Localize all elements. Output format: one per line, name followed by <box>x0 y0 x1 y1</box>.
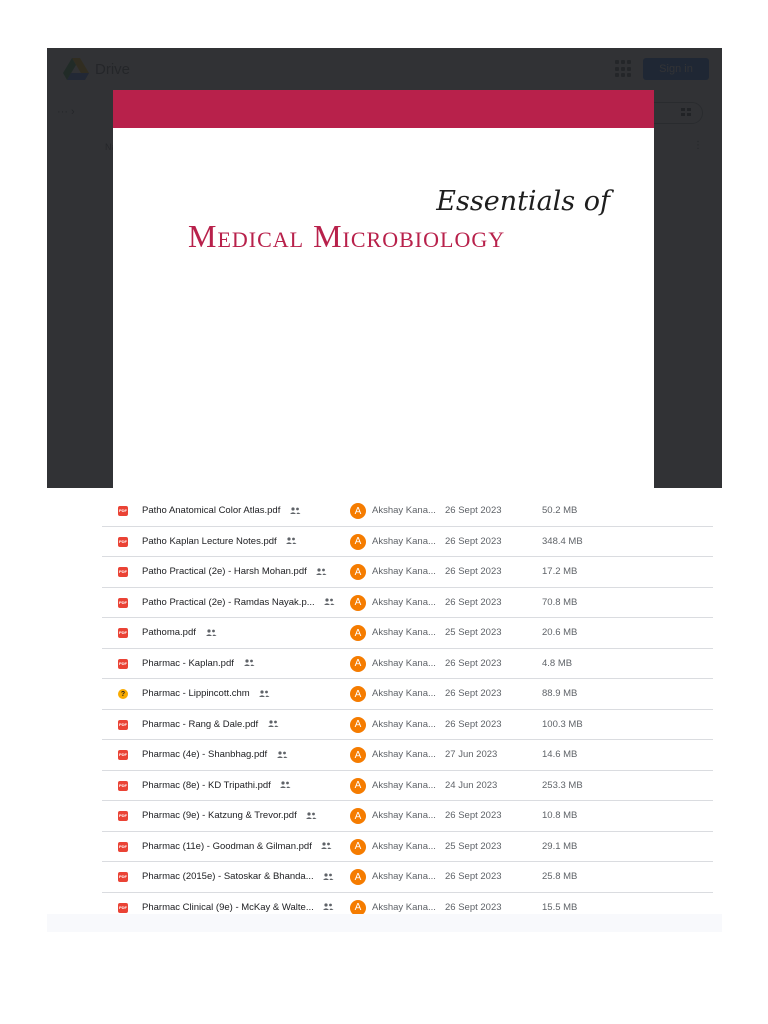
file-row[interactable] <box>102 679 713 710</box>
owner-avatar: A <box>350 564 366 580</box>
shared-people-icon <box>320 842 332 849</box>
file-name[interactable]: Pharmac Clinical (9e) - McKay & Walte... <box>142 893 334 923</box>
last-modified: 26 Sept 2023 <box>445 688 502 699</box>
file-name[interactable]: Pharmac (2015e) - Satoskar & Bhanda... <box>142 862 334 892</box>
file-row[interactable] <box>102 801 713 832</box>
file-row[interactable] <box>102 649 713 680</box>
pdf-file-icon: PDF <box>118 506 128 516</box>
file-size: 253.3 MB <box>542 779 583 791</box>
pdf-file-icon: PDF <box>118 872 128 882</box>
owner-avatar: A <box>350 686 366 702</box>
file-name[interactable]: Pharmac - Kaplan.pdf <box>142 649 255 679</box>
file-size: 14.6 MB <box>542 749 578 760</box>
owner-avatar: A <box>350 808 366 824</box>
file-name[interactable]: Pharmac (8e) - KD Tripathi.pdf <box>142 771 291 801</box>
file-row[interactable] <box>102 496 713 527</box>
shared-people-icon <box>315 568 327 575</box>
shared-people-icon <box>322 903 334 910</box>
file-size: 15.5 MB <box>542 901 578 913</box>
shared-people-icon <box>305 812 317 819</box>
last-modified: 26 Sept 2023 <box>445 871 502 882</box>
owner-name: Akshay Kana... <box>372 718 436 730</box>
last-modified: 26 Sept 2023 <box>445 901 502 913</box>
shared-people-icon <box>322 873 334 880</box>
file-name[interactable]: Patho Practical (2e) - Harsh Mohan.pdf <box>142 557 327 587</box>
last-modified: 26 Sept 2023 <box>445 566 502 577</box>
owner-name: Akshay Kana... <box>372 871 436 882</box>
cover-title: Medical Microbiology <box>188 218 506 254</box>
cover-subtitle: Essentials of <box>436 186 610 217</box>
file-size: 50.2 MB <box>542 505 578 516</box>
file-size: 25.8 MB <box>542 871 578 882</box>
pdf-file-icon: PDF <box>118 842 128 852</box>
file-size: 20.6 MB <box>542 627 578 638</box>
file-row[interactable] <box>102 771 713 802</box>
owner-avatar: A <box>350 778 366 794</box>
owner-name: Akshay Kana... <box>372 505 436 516</box>
shared-people-icon <box>285 537 297 544</box>
pdf-file-icon: PDF <box>118 720 128 730</box>
owner-avatar: A <box>350 503 366 519</box>
last-modified: 25 Sept 2023 <box>445 627 502 638</box>
owner-avatar: A <box>350 900 366 916</box>
pdf-file-icon: PDF <box>118 598 128 608</box>
drive-app <box>47 48 722 932</box>
owner-avatar: A <box>350 839 366 855</box>
last-modified: 26 Sept 2023 <box>445 535 502 547</box>
pdf-file-icon: PDF <box>118 750 128 760</box>
shared-people-icon <box>289 507 301 514</box>
last-modified: 26 Sept 2023 <box>445 505 502 516</box>
owner-avatar: A <box>350 747 366 763</box>
pdf-file-icon: PDF <box>118 811 128 821</box>
file-size: 10.8 MB <box>542 810 578 821</box>
help-file-icon: ? <box>118 689 128 699</box>
shared-people-icon <box>267 720 279 727</box>
last-modified: 26 Sept 2023 <box>445 810 502 821</box>
file-size: 348.4 MB <box>542 535 583 547</box>
file-name[interactable]: Patho Practical (2e) - Ramdas Nayak.p... <box>142 588 335 618</box>
owner-name: Akshay Kana... <box>372 566 436 577</box>
owner-name: Akshay Kana... <box>372 840 436 852</box>
owner-name: Akshay Kana... <box>372 749 436 760</box>
owner-name: Akshay Kana... <box>372 688 436 699</box>
file-name[interactable]: Pharmac (11e) - Goodman & Gilman.pdf <box>142 832 332 862</box>
file-name[interactable]: Patho Kaplan Lecture Notes.pdf <box>142 527 297 557</box>
shared-people-icon <box>243 659 255 666</box>
file-row[interactable] <box>102 862 713 893</box>
file-name[interactable]: Pathoma.pdf <box>142 618 217 648</box>
shared-people-icon <box>205 629 217 636</box>
file-row[interactable] <box>102 832 713 863</box>
file-size: 70.8 MB <box>542 596 578 608</box>
file-row[interactable] <box>102 557 713 588</box>
file-name[interactable]: Patho Anatomical Color Atlas.pdf <box>142 496 301 526</box>
owner-avatar: A <box>350 717 366 733</box>
file-list <box>102 496 713 923</box>
pdf-file-icon: PDF <box>118 537 128 547</box>
pdf-file-icon: PDF <box>118 567 128 577</box>
pdf-file-icon: PDF <box>118 781 128 791</box>
file-row[interactable] <box>102 588 713 619</box>
owner-avatar: A <box>350 625 366 641</box>
last-modified: 27 Jun 2023 <box>445 749 498 760</box>
file-row[interactable] <box>102 740 713 771</box>
file-size: 88.9 MB <box>542 688 578 699</box>
file-row[interactable] <box>102 527 713 558</box>
shared-people-icon <box>258 690 270 697</box>
shared-people-icon <box>276 751 288 758</box>
owner-avatar: A <box>350 656 366 672</box>
file-row[interactable] <box>102 710 713 741</box>
owner-name: Akshay Kana... <box>372 901 436 913</box>
owner-name: Akshay Kana... <box>372 596 436 608</box>
last-modified: 26 Sept 2023 <box>445 657 502 669</box>
file-size: 4.8 MB <box>542 657 573 669</box>
file-size: 100.3 MB <box>542 718 583 730</box>
pdf-file-icon: PDF <box>118 659 128 669</box>
owner-name: Akshay Kana... <box>372 779 436 791</box>
owner-name: Akshay Kana... <box>372 657 436 669</box>
owner-avatar: A <box>350 869 366 885</box>
owner-avatar: A <box>350 595 366 611</box>
owner-name: Akshay Kana... <box>372 810 436 821</box>
file-size: 29.1 MB <box>542 840 578 852</box>
pdf-file-icon: PDF <box>118 628 128 638</box>
file-size: 17.2 MB <box>542 566 578 577</box>
pdf-file-icon: PDF <box>118 903 128 913</box>
file-name[interactable]: Pharmac (4e) - Shanbhag.pdf <box>142 740 288 770</box>
file-name[interactable]: Pharmac - Rang & Dale.pdf <box>142 710 279 740</box>
file-row[interactable] <box>102 618 713 649</box>
last-modified: 24 Jun 2023 <box>445 779 498 791</box>
owner-avatar: A <box>350 534 366 550</box>
last-modified: 26 Sept 2023 <box>445 596 502 608</box>
file-name[interactable]: Pharmac - Lippincott.chm <box>142 679 270 709</box>
owner-name: Akshay Kana... <box>372 535 436 547</box>
owner-name: Akshay Kana... <box>372 627 436 638</box>
last-modified: 26 Sept 2023 <box>445 718 502 730</box>
file-name[interactable]: Pharmac (9e) - Katzung & Trevor.pdf <box>142 801 317 831</box>
cover-band <box>113 90 654 128</box>
shared-people-icon <box>323 598 335 605</box>
file-preview <box>113 90 654 488</box>
shared-people-icon <box>279 781 291 788</box>
bottom-strip <box>47 914 722 932</box>
last-modified: 25 Sept 2023 <box>445 840 502 852</box>
